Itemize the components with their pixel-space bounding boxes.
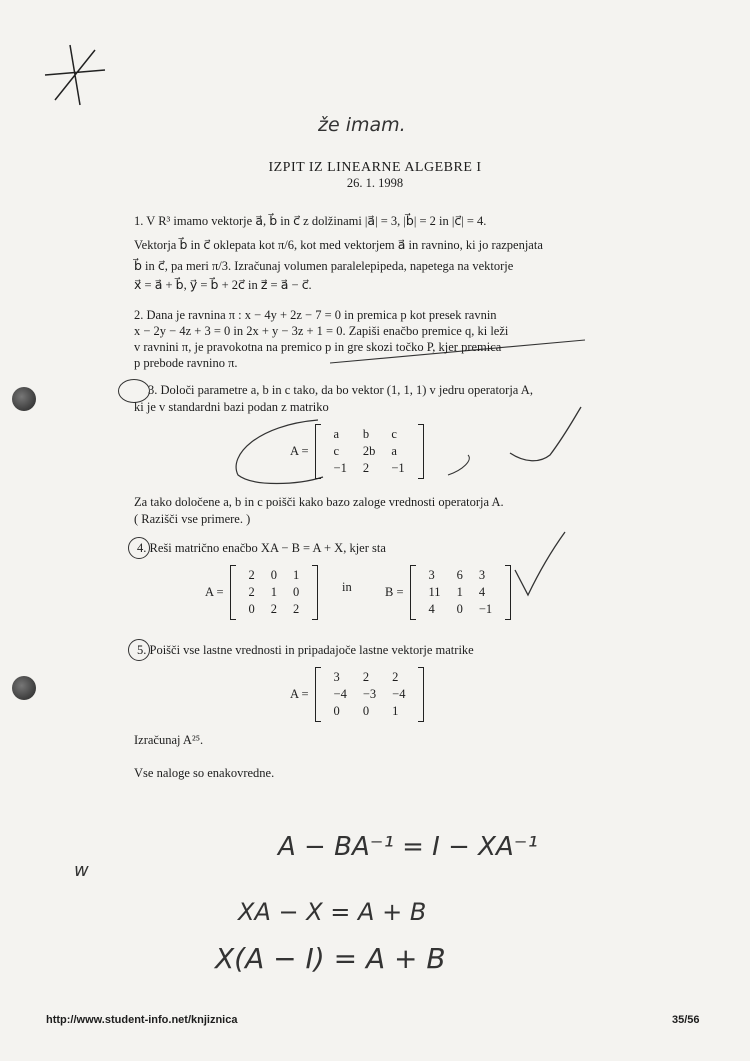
handwritten-mark-w: w <box>74 860 89 881</box>
punch-hole-top <box>12 387 36 411</box>
matrix-cell: −1 <box>391 461 405 475</box>
q2-line-4: p prebode ravnino π. <box>134 356 238 370</box>
matrix-cell: 0 <box>270 568 278 582</box>
matrix-cell: 1 <box>392 704 399 718</box>
q4-matrix-b <box>385 565 511 620</box>
footer-url: http://www.student-info.net/knjiznica <box>46 1014 238 1026</box>
q2-line-3: v ravnini π, je pravokotna na premico p in gre skozi točko P, kjer premica <box>134 340 502 354</box>
q3-after-line-2: ( Razišči vse primere. ) <box>134 512 251 526</box>
matrix-cell: −4 <box>333 687 347 701</box>
matrix-cell: a <box>333 427 340 441</box>
matrix-cell: 2 <box>248 568 255 582</box>
exam-title: IZPIT IZ LINEARNE ALGEBRE I <box>268 160 482 175</box>
q5-after-line: Izračunaj A²⁵. <box>134 733 204 747</box>
matrix-cell: 2 <box>362 670 370 684</box>
q3-line-2: ki je v standardni bazi podan z matriko <box>134 400 329 414</box>
matrix-cell: 0 <box>248 602 255 616</box>
exam-note: Vse naloge so enakovredne. <box>134 766 275 780</box>
q3-matrix-label: A = <box>290 444 309 458</box>
matrix-cell: 0 <box>456 602 463 616</box>
matrix-cell: −1 <box>333 461 347 475</box>
matrix-cell: 11 <box>428 585 441 599</box>
handwritten-equation-2: XA − X = A + B <box>238 898 427 926</box>
matrix-cell: 1 <box>456 585 463 599</box>
exam-date: 26. 1. 1998 <box>346 176 404 190</box>
matrix-cell: 4 <box>478 585 486 599</box>
q4-matrix-a-label: A = <box>205 585 224 599</box>
q4-matrix-a <box>205 565 318 620</box>
q3-matrix <box>290 424 424 479</box>
matrix-cell: c <box>391 427 397 441</box>
q4-matrix-b-label: B = <box>385 585 404 599</box>
q3-line-1: 3. Določi parametre a, b in c tako, da bo vektor (1, 1, 1) v jedru operatorja A, <box>148 383 533 397</box>
matrix-cell: 3 <box>333 670 340 684</box>
handwritten-equation-3: X(A − I) = A + B <box>215 942 446 975</box>
matrix-cell: 1 <box>293 568 300 582</box>
q5-matrix-label: A = <box>290 687 309 701</box>
q2-line-2: x − 2y − 4z + 3 = 0 in 2x + y − 3z + 1 = 0. Zapiši enačbo premice q, ki leži <box>134 324 509 338</box>
q1-line-1: 1. V R³ imamo vektorje a⃗, b⃗ in c⃗ z dolžinami |a⃗| = 3, |b⃗| = 2 in |c⃗| = 4. <box>134 214 487 228</box>
handwritten-scribble-star <box>40 40 110 110</box>
matrix-cell: a <box>391 444 397 458</box>
matrix-cell: 3 <box>428 568 435 582</box>
q2-line-1: 2. Dana je ravnina π : x − 4y + 2z − 7 = 0 in premica p kot presek ravnin <box>134 308 497 322</box>
handwritten-note-top: že imam. <box>318 114 406 136</box>
matrix-cell: 1 <box>270 585 278 599</box>
q5-line-1: 5. Poišči vse lastne vrednosti in pripadajoče lastne vektorje matrike <box>137 643 474 657</box>
matrix-cell: 2b <box>362 444 376 458</box>
matrix-cell: 2 <box>392 670 399 684</box>
q5-matrix <box>290 667 424 722</box>
q1-line-4: x⃗ = a⃗ + b⃗, y⃗ = b⃗ + 2c⃗ in z⃗ = a⃗ − c⃗. <box>134 278 312 292</box>
footer-page-number: 35/56 <box>672 1014 700 1026</box>
matrix-cell: 2 <box>248 585 255 599</box>
q1-line-2: Vektorja b⃗ in c⃗ oklepata kot π/6, kot med vektorjem a⃗ in ravnino, ki jo razpenjata <box>134 238 543 252</box>
q4-line-1: 4. Reši matrično enačbo XA − B = A + X, kjer sta <box>137 541 386 555</box>
matrix-cell: −1 <box>478 602 493 616</box>
matrix-cell: b <box>362 427 370 441</box>
q4-in-word: in <box>342 580 352 594</box>
matrix-cell: c <box>333 444 340 458</box>
matrix-cell: 3 <box>478 568 486 582</box>
matrix-cell: −3 <box>362 687 377 701</box>
matrix-cell: 0 <box>362 704 370 718</box>
matrix-cell: −4 <box>392 687 406 701</box>
matrix-cell: 6 <box>456 568 463 582</box>
punch-hole-bottom <box>12 676 36 700</box>
handwritten-equation-1: A − BA⁻¹ = I − XA⁻¹ <box>278 832 538 862</box>
matrix-cell: 0 <box>293 585 300 599</box>
matrix-cell: 0 <box>333 704 340 718</box>
matrix-cell: 2 <box>362 461 370 475</box>
matrix-cell: 2 <box>293 602 300 616</box>
q3-after-line-1: Za tako določene a, b in c poišči kako bazo zaloge vrednosti operatorja A. <box>134 495 504 509</box>
q1-line-3: b⃗ in c⃗, pa meri π/3. Izračunaj volumen paralelepipeda, napetega na vektorje <box>134 259 514 273</box>
matrix-cell: 4 <box>428 602 435 616</box>
matrix-cell: 2 <box>270 602 278 616</box>
